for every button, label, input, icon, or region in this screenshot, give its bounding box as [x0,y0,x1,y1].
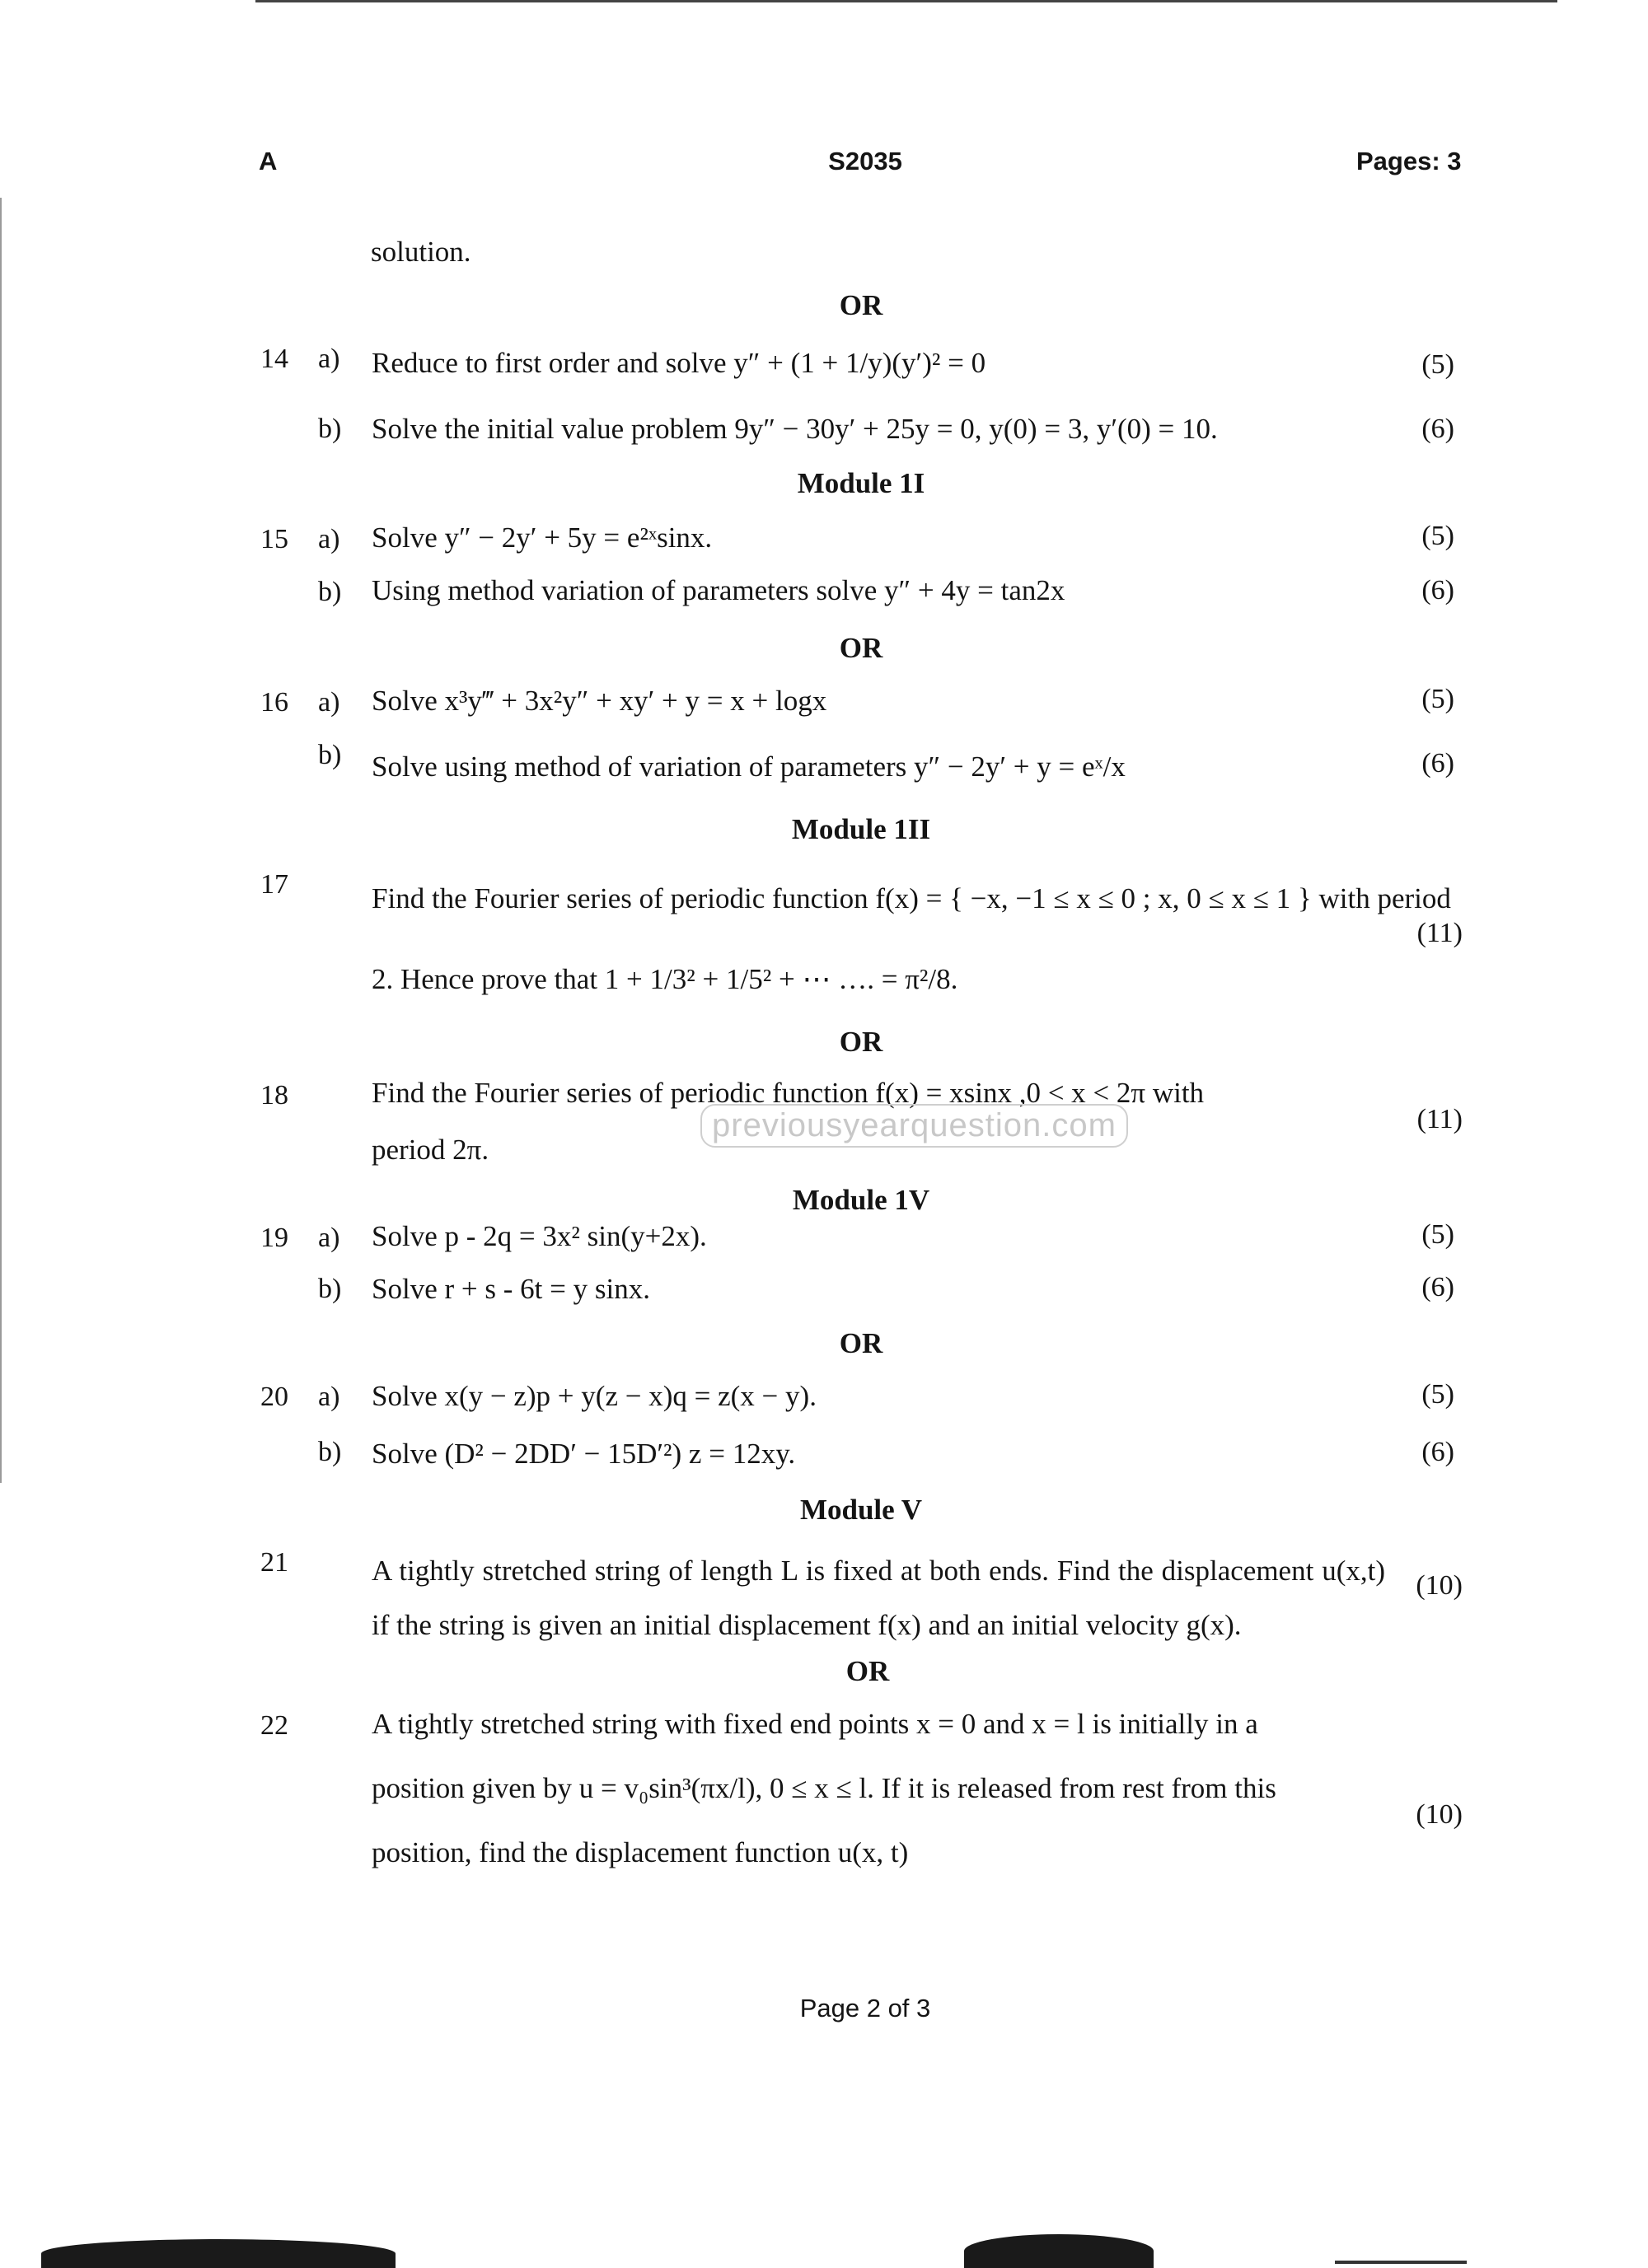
or-divider: OR [839,1327,883,1359]
question-text: Reduce to first order and solve y″ + (1 + 1/y)(y′)² = 0 [372,347,986,379]
paper-set-label: A [259,147,278,175]
question-text: Solve x³y‴ + 3x²y″ + xy′ + y = x + logx [372,685,827,717]
or-divider: OR [845,1655,890,1687]
question-text-line2: period 2π. [372,1134,489,1166]
question-text: Using method variation of parameters solve y″ + 4y = tan2x [372,574,1065,606]
question-number: 17 [260,869,288,900]
question-part: b) [318,1274,342,1304]
question-part: a) [318,524,340,554]
question-marks: (10) [1416,1570,1463,1601]
question-number: 19 [260,1223,288,1253]
question-part: a) [318,1382,340,1412]
question-text: Solve the initial value problem 9y″ − 30y′ + 25y = 0, y(0) = 3, y′(0) = 10. [372,413,1218,445]
question-text-line1: Find the Fourier series of periodic function f(x) = xsinx ,0 < x < 2π with [372,1077,1205,1109]
or-divider: OR [839,1026,883,1058]
question-marks: (6) [1421,1272,1454,1302]
page-footer: Page 2 of 3 [799,1994,931,2022]
or-divider: OR [839,289,883,321]
module-heading: Module 1I [797,467,925,499]
question-marks: (6) [1421,575,1454,606]
question-marks: (6) [1421,748,1454,779]
scan-smudge [41,2239,396,2268]
question-marks: (5) [1421,521,1454,551]
question-number: 18 [260,1080,288,1111]
question-part: a) [318,687,340,718]
question-part: b) [318,414,342,444]
question-number: 21 [260,1547,288,1578]
question-marks: (5) [1421,1219,1454,1250]
scan-smudge [1335,2261,1467,2264]
question-text-line2: position given by u = v₀sin³(πx/l), 0 ≤ x ≤ l. If it is released from rest from this [372,1772,1276,1804]
question-text-line1: A tightly stretched string with fixed end points x = 0 and x = l is initially in a [372,1708,1258,1740]
question-marks: (5) [1421,349,1454,380]
question-number: 16 [260,687,288,718]
continuation-text: solution. [371,236,471,268]
question-text-line3: position, find the displacement function u(x, t) [372,1836,909,1868]
page-count: Pages: 3 [1356,147,1462,175]
question-marks: (11) [1416,1104,1463,1134]
scan-smudge [964,2234,1154,2268]
question-part: a) [318,1223,340,1253]
module-heading: Module V [799,1494,923,1526]
question-text: A tightly stretched string of length L is fixed at both ends. Find the displacement u(x,t) if the string is given an initial displacement f(x) and an initial velocity g(x). [372,1555,1385,1641]
question-text: Solve using method of variation of parameters y″ − 2y′ + y = eˣ/x [372,751,1126,783]
watermark-logo: previousyearquestion.com [700,1104,1128,1148]
question-number: 15 [260,524,288,554]
question-part: b) [318,1437,342,1467]
question-number: 20 [260,1382,288,1412]
question-text: Solve (D² − 2DD′ − 15D′²) z = 12xy. [372,1438,796,1470]
question-text: Solve r + s - 6t = y sinx. [372,1273,650,1305]
question-marks: (11) [1416,918,1463,948]
question-text-line2: 2. Hence prove that 1 + 1/3² + 1/5² + ⋯ …. = π²/8. [372,963,958,995]
paper-code: S2035 [828,147,902,175]
question-text: Solve p - 2q = 3x² sin(y+2x). [372,1220,707,1252]
question-part: b) [318,740,342,770]
question-part: a) [318,344,340,374]
question-text-line1: Find the Fourier series of periodic function f(x) = { −x, −1 ≤ x ≤ 0 ; x, 0 ≤ x ≤ 1 } with period [372,882,1451,914]
question-text: Solve x(y − z)p + y(z − x)q = z(x − y). [372,1380,817,1412]
question-marks: (6) [1421,1437,1454,1467]
scan-left-edge [0,198,2,1483]
scan-top-line [255,0,1557,2]
or-divider: OR [839,632,883,664]
question-marks: (10) [1416,1799,1463,1830]
module-heading: Module 1II [791,813,931,845]
question-part: b) [318,577,342,607]
question-number: 22 [260,1710,288,1741]
question-marks: (5) [1421,684,1454,714]
question-number: 14 [260,344,288,374]
question-text: Solve y″ − 2y′ + 5y = e²ˣsinx. [372,521,713,554]
question-marks: (5) [1421,1379,1454,1410]
module-heading: Module 1V [792,1184,930,1216]
question-marks: (6) [1421,414,1454,444]
